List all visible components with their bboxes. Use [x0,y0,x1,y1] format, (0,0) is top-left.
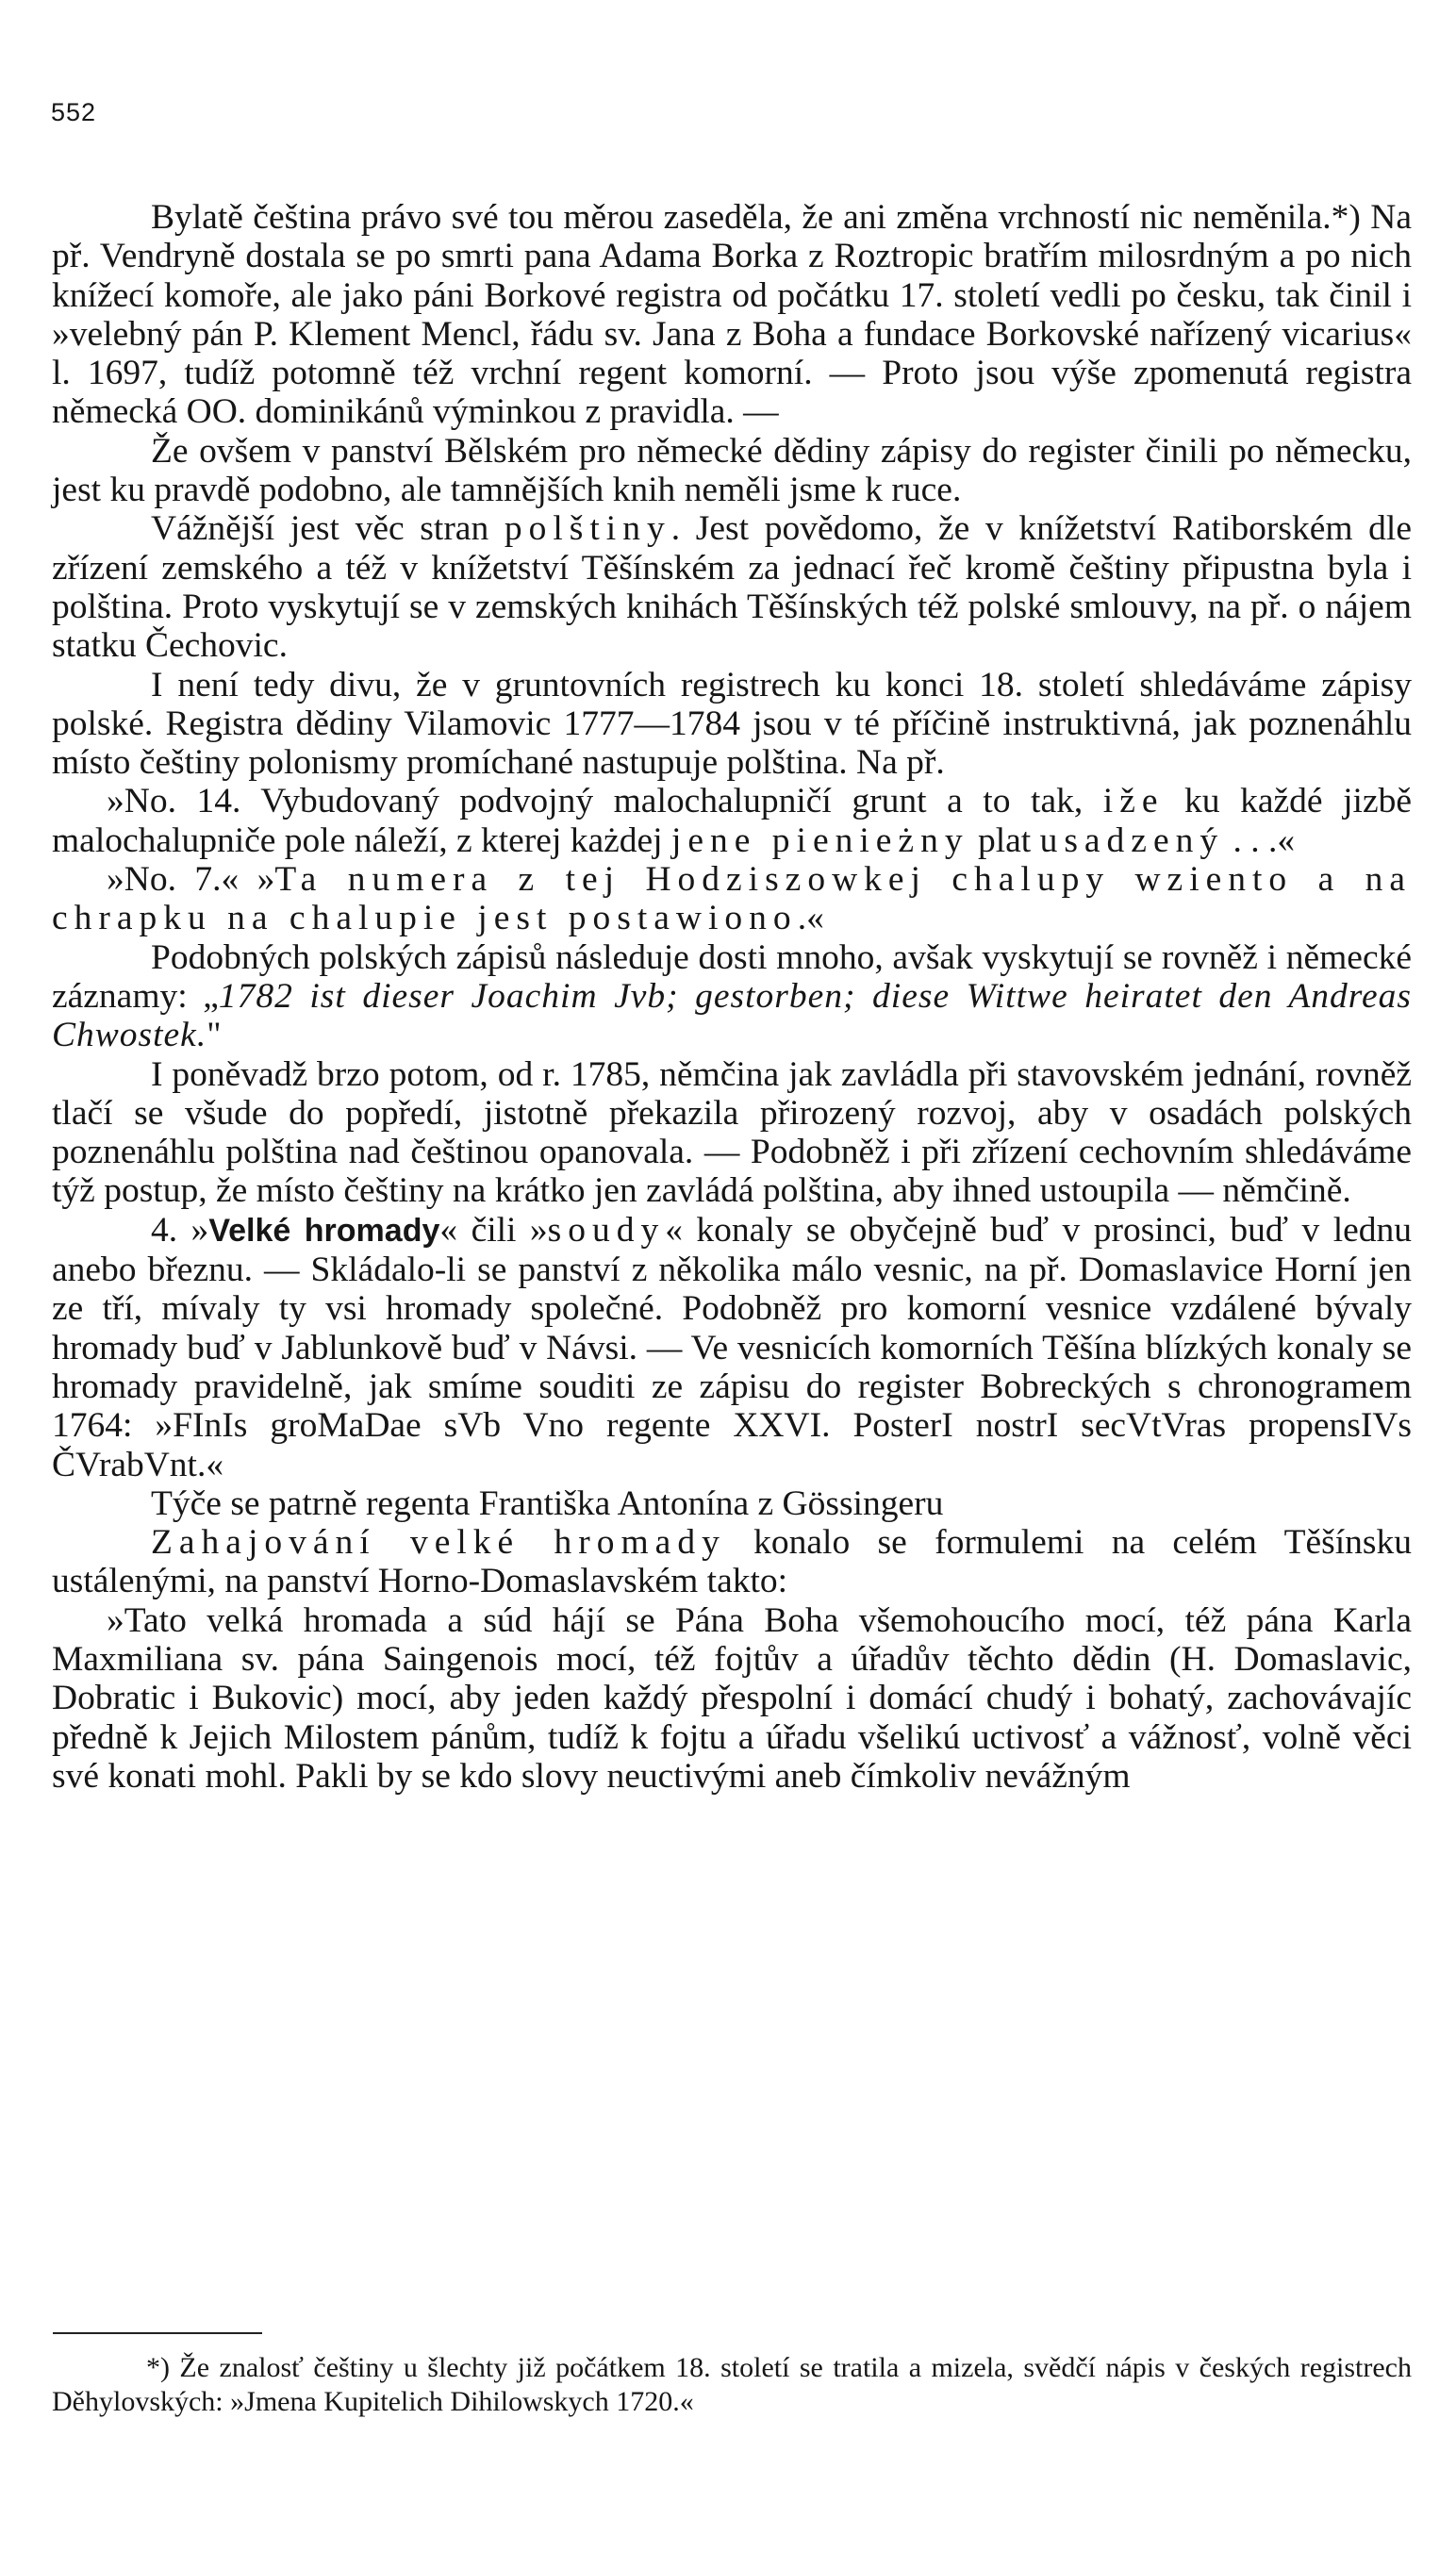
paragraph-2: Že ovšem v panství Bělském pro německé dědiny zápisy do register činili po německu, jest ku pravdě podobno, ale tamnějších knih neměli jsme k ruce. [52,431,1412,510]
p5-text-end: . . .« [1224,820,1296,860]
p11-text: konalo se formulemi na celém Těšínsku ustálenými, na panství Horno-Domaslavském takto: [52,1523,1412,1601]
p6-spaced: Ta numera z tej Hodziszowkej chalupy wziento a na chrapku na chalupie jest postawiono [52,860,1412,938]
paragraph-10: Týče se patrně regenta Františka Antonína z Gössingeru [151,1483,944,1523]
p5-spaced-2: jene pienieżny [670,820,969,860]
paragraph-1: Bylatě čeština právo své tou měrou zaseděla, že ani změna vrchností nic neměnila.*) Na př. Vendryně dostala se po smrti pana Adama Borka z Roztropic bratřím milosrdným a po nich knížecí komoře, ale jako páni Borkové registra od počátku 17. století vedli po česku, tak činil i »velebný pán P. Klement Mencl, řádu sv. Jana z Boha a fundace Borkovské nařízený vicarius« l. 1697, tudíž potomně též vrchní regent komorní. — Proto jsou výše zpomenutá registra německá OO. dominikánů výminkou z pravidla. — [52,198,1412,432]
p3-text-rest: . Jest povědomo, že v knížetství Ratiborském dle zřízení zemského a též v knížetství Těšínském za jednací řeč kromě češtiny připustna byla i polština. Proto vyskytují se v zemských knihách Těšínských též polské smlouvy, na př. o nájem statku Čechovic. [52,509,1412,666]
p6-text-end: .« [797,899,824,938]
paragraph-8: I poněvadž brzo potom, od r. 1785, němčina jak zavládla při stavovském jednání, rovněž tlačí se všude do popředí, jistotně překazila přirozený rozvoj, aby v osadách polských poznenáhlu polština nad češtinou opanovala. — Podobněž i při zřízení cechovním shledáváme týž postup, že místo češtiny na krátko jen zavládá polština, aby ihned ustoupila — němčině. [52,1054,1412,1211]
section-heading: Velké hromady [208,1212,440,1249]
footnote-text: *) Že znalosť češtiny u šlechty již počátkem 18. století se tratila a mizela, svědčí nápis v českých registrech Děhylovských: »Jmena Kupitelich Dihilowskych 1720.« [52,2352,1412,2417]
p3-spaced-term: polštiny [504,509,671,549]
p9-text-mid: « čili » [439,1210,548,1250]
paragraph-6-quote [52,860,1412,938]
paragraph-5-quote [52,782,1412,860]
footnote-divider [53,2332,262,2334]
p11-spaced: Zahajování velké hromady [151,1523,726,1563]
p5-text-mid: ku každé jizbě malochalupniče pole náleží, z kterej każdej [52,782,1412,860]
p9-text-rest: « konaly se obyčejně buď v prosinci, buď v lednu anebo březnu. — Skládalo-li se panství z několika málo vesnic, na př. Domaslavice Horní jen ze tří, mívaly ty vsi hromady společné. Podobněž pro komorní vesnice vzdálené bývaly hromady buď v Jablunkově buď v Návsi. — Ve vesnicích komorních Těšína blízkých konaly se hromady pravidelně, jak smíme souditi ze zápisu do register Bobreckých s chronogramem 1764: »FInIs groMaDae sVb Vno regente XXVI. PosterI nostrI secVtVras propensIVs ČVrabVnt.« [52,1210,1413,1484]
body-text [52,198,1412,1796]
p7-text-end: " [207,1016,222,1055]
paragraph-7 [52,938,1412,1055]
p5-text: »No. 14. Vybudovaný podvojný malochalupničí grunt a to tak, [107,782,1103,821]
paragraph-11 [52,1523,1412,1601]
p7-text: Podobných polských zápisů následuje dosti mnoho, avšak vyskytují se rovněž i německé záznamy: „ [52,937,1412,1016]
paragraph-4: I není tedy divu, že v gruntovních registrech ku konci 18. století shledáváme zápisy polské. Registra dědiny Vilamovic 1777—1784 jsou v té příčině instruktivná, jak poznenáhlu místo češtiny polonismy promíchané nastupuje polština. Na př. [52,665,1412,783]
p7-german-quote: 1782 ist dieser Joachim Jvb; gestorben; diese Wittwe heiratet den Andreas Chwostek. [52,976,1412,1055]
paragraph-9 [52,1211,1412,1484]
p9-text: 4. » [151,1210,209,1250]
footnote [52,2351,1412,2419]
p5-text-mid2: plat [968,820,1040,860]
p6-text: »No. 7.« » [107,860,275,900]
p5-spaced-1: iže [1102,782,1165,821]
page-number: 552 [51,98,97,126]
p9-spaced: soudy [547,1210,666,1250]
paragraph-3 [52,509,1412,665]
paragraph-12-quote: »Tato velká hromada a súd hájí se Pána Boha všemohoucího mocí, též pána Karla Maxmiliana sv. pána Saingenois mocí, též fojtův a úřadův těchto dědin (H. Domaslavic, Dobratic i Bukovic) mocí, aby jeden každý přespolní i domácí chudý i bohatý, zachovávajíc předně k Jejich Milostem pánům, tudíž k fojtu a úřadu všelikú uctivosť a vážnosť, volně věci své konati mohl. Pakli by se kdo slovy neuctivými aneb čímkoliv nevážným [52,1600,1412,1796]
p3-text: Vážnější jest věc stran [151,509,505,549]
p5-spaced-3: usadzený [1039,820,1225,860]
